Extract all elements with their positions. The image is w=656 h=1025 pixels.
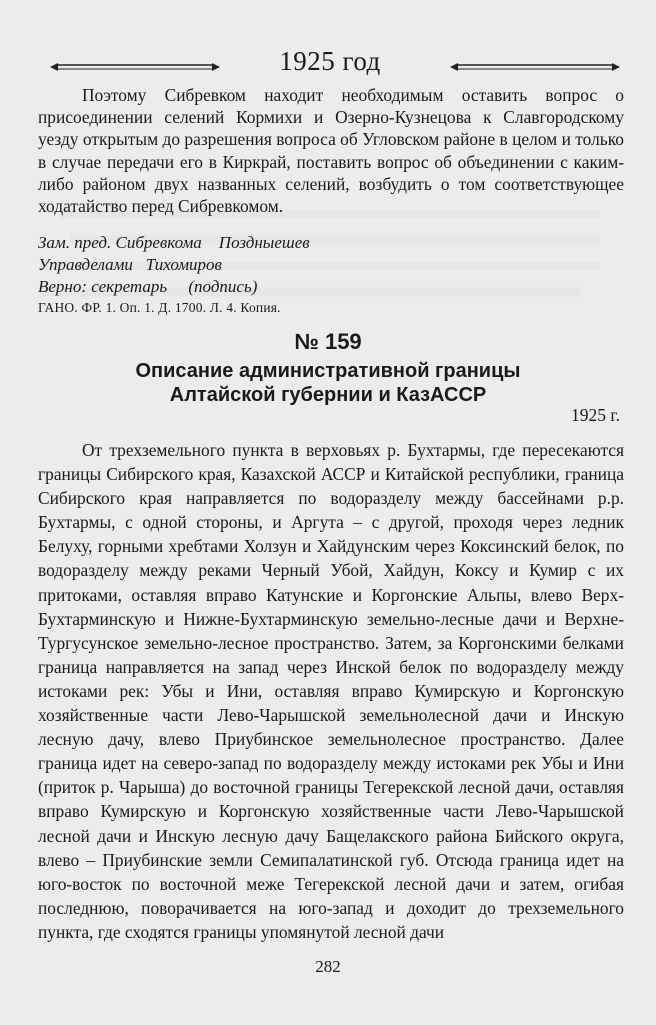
document-body-text: От трехземельного пункта в верховьях р. Бухтармы, где пересекаются границы Сибирского края, Казахской АССР и Китайской республики, граница Сибирского края направляется по водоразделу между бассейнами р.р. Бухтармы, с одной стороны, и Аргута – с другой, проходя через ледник Белуху, горными хребтами Холзун и Хайдунским через Коксинский белок, по водоразделу между реками Черный Убой, Хайдун, Коксу и Кумир с их притоками, оставляя вправо Катунские и Коргонские Альпы, влево Верх-Бухтарминскую и Нижне-Бухтарминскую земельно-лесные дачи и Верхне-Тургусунское земельно-лесное пространство. Затем, за Коргонскими белками граница направляется на запад через Инской белок по водоразделу между истоками рек: Убы и Ини, оставляя вправо Кумирскую и Коргонскую хозяйственные части Лево-Чарышской земельнолесной дачи и Инскую лесную дачу, влево Приубинское земельнолесное пространство. Далее граница идет на северо-запад по водоразделу между истоками рек Убы и Ини (приток р. Чарыша) до восточной границы Тегерекской лесной дачи, оставляя вправо Кумирскую и Коргонскую хозяйственные части Лево-Чарышской лесной дачи и Инскую лесную дачу Бащелакского района Бийского округа, влево – Приубинские земли Семипалатинской губ. Отсюда граница идет на юго-восток по восточной меже Тегерекской лесной дачи и затем, огибая последнюю, поворачивается на юго-запад и доходит до трехземельного пункта, где сходятся границы упомянутой лесной дачи [38,440,624,942]
intro-paragraph: Поэтому Сибревком находит необходимым оставить вопрос о присоединении селений Кормихи и Озерно-Кузнецова к Славгородскому уезду открытым до разрешения вопроса об Угловском районе в целом и только в случае передачи его в Киркрай, поставить вопрос об объединении с каким-либо районом двух названных селений, возбудить о том соответствующее ходатайство перед Сибревкомом. [38,85,624,217]
page-number: 282 [315,957,341,976]
ornament-rule-right [450,62,620,72]
page-header [40,44,620,84]
document-title-line-2: Алтайской губернии и КазАССР [169,384,487,406]
document-date: 1925 г. [571,405,620,425]
document-number: № 159 [294,329,362,354]
signature-line: Верно: секретарь (подпись) [38,277,258,296]
archive-source-note: ГАНО. ФР. 1. Оп. 1. Д. 1700. Л. 4. Копия. [38,300,281,315]
document-title-line-1: Описание административной границы [135,360,521,382]
signature-line: Зам. пред. Сибревкома Поздныешев [38,233,310,252]
signature-line: Управделами Тихомиров [38,255,222,274]
running-title: 1925 год [279,46,381,76]
